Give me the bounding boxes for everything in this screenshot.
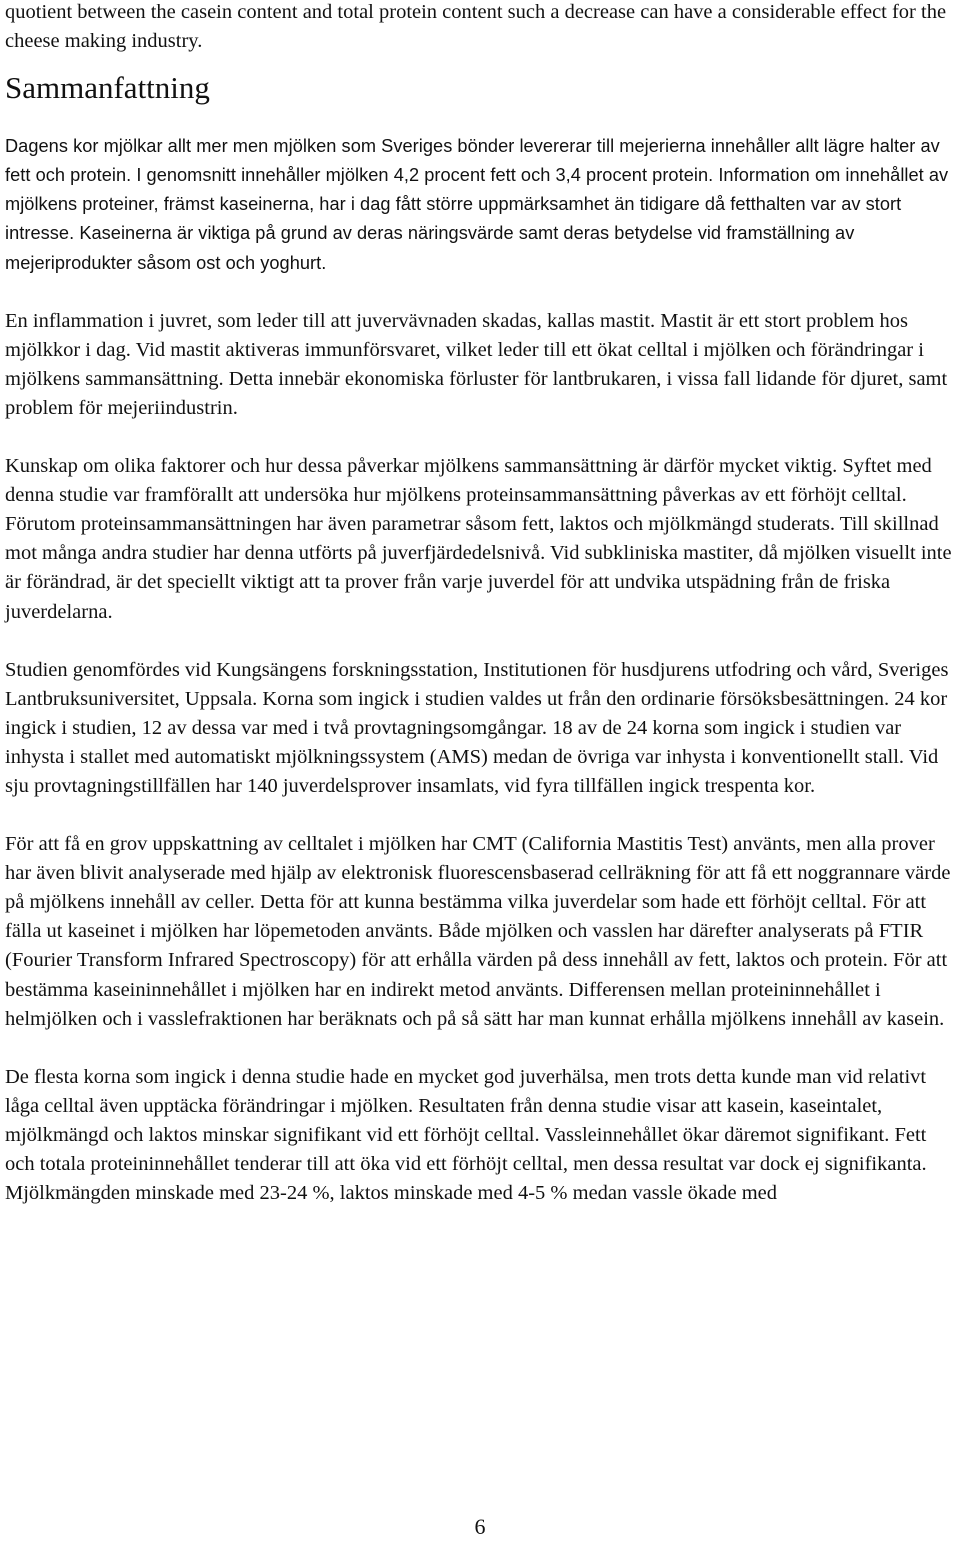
paragraph-4: Studien genomfördes vid Kungsängens forskningsstation, Institutionen för husdjurens utfodring och vård, Sveriges Lantbruksuniversitet, Uppsala. Korna som ingick i studien valdes ut från den ordinarie försöksbesättningen. 24 kor ingick i studien, 12 av dessa var med i två provtagningsomgångar. 18 av de 24 korna som ingick i studien var inhysta i stallet med automatiskt mjölkningssystem (AMS) medan de övriga var inhysta i konventionellt stall. Vid sju provtagningstillfällen har 140 juverdelsprover insamlats, vid fyra tillfällen ingick trespenta kor. — [5, 658, 949, 797]
document-page — [5, 0, 957, 1237]
paragraph-5: För att få en grov uppskattning av celltalet i mjölken har CMT (California Mastitis Test) använts, men alla prover har även blivit analyserade med hjälp av elektronisk fluorescensbaserad cellräkning för att få ett noggrannare värde på mjölkens innehåll av celler. Detta för att kunna bestämma vilka juverdelar som hade ett förhöjt celltal. För att fälla ut kaseinet i mjölken har löpemetoden använts. Både mjölken och vasslen har därefter analyserats på FTIR (Fourier Transform Infrared Spectroscopy) för att erhålla värden på dess innehåll av fett, laktos och protein. För att bestämma kaseininnehållet i mjölken har en indirekt metod använts. Differensen mellan proteininnehållet i helmjölken och i vasslefraktionen har beräknats och på så sätt har man kunnat erhålla mjölkens innehåll av kasein. — [5, 833, 951, 1030]
paragraph-1-sentences: Dagens kor mjölkar allt mer men mjölken som Sveriges bönder levererar till mejerierna innehåller allt lägre halter av fett och protein. I genomsnitt innehåller mjölken 4,2 procent fett och 3,4 procent protein. Information om innehållet av mjölkens proteiner, främst kaseinerna, har i dag fått större uppmärksamhet än tidigare då fetthalten var av stort intresse. — [5, 136, 949, 244]
paragraph-3: Kunskap om olika faktorer och hur dessa påverkar mjölkens sammansättning är därför mycket viktig. Syftet med denna studie var framförallt att undersöka hur mjölkens proteinsammansättning påverkas av ett förhöjt celltal. Förutom proteinsammansättningen har även parametrar såsom fett, laktos och mjölkmängd studerats. Till skillnad mot många andra studier har denna utförts på juverfjärdedelsnivå. Vid subkliniska mastiter, då mjölken visuellt inte är förändrad, är det speciellt viktigt att ta prover från varje juverdel för att undvika utspädning från de friska juverdelarna. — [5, 455, 952, 623]
paragraph-1 — [5, 132, 957, 277]
intro-paragraph: quotient between the casein content and total protein content such a decrease can have a considerable effect for the cheese making industry. — [5, 1, 947, 53]
page-number: 6 — [474, 1514, 486, 1539]
paragraph-2: En inflammation i juvret, som leder till att juvervävnaden skadas, kallas mastit. Mastit är ett stort problem hos mjölkkor i dag. Vid mastit aktiveras immunförsvaret, vilket leder till ett ökat celltal i mjölken och förändringar i mjölkens sammansättning. Detta innebär ekonomiska förluster för lantbrukaren, i vissa fall lidande för djuret, samt problem för mejeriindustrin. — [5, 309, 948, 419]
paragraph-1-kaseinerna: Kaseinerna är viktiga på grund av deras näringsvärde samt deras betydelse vid framställning av mejeriprodukter såsom ost och yoghurt. — [5, 223, 855, 273]
section-heading: Sammanfattning — [5, 70, 210, 106]
paragraph-6: De flesta korna som ingick i denna studie hade en mycket god juverhälsa, men trots detta kunde man vid relativt låga celltal även upptäcka förändringar i mjölken. Resultaten från denna studie visar att kasein, kaseintalet, mjölkmängd och laktos minskar signifikant vid ett förhöjt celltal. Vassleinnehållet ökar däremot signifikant. Fett och totala proteininnehållet tenderar till att öka vid ett förhöjt celltal, men dessa resultat var dock ej signifikanta. Mjölkmängden minskade med 23-24 %, laktos minskade med 4-5 % medan vassle ökade med — [5, 1065, 927, 1205]
